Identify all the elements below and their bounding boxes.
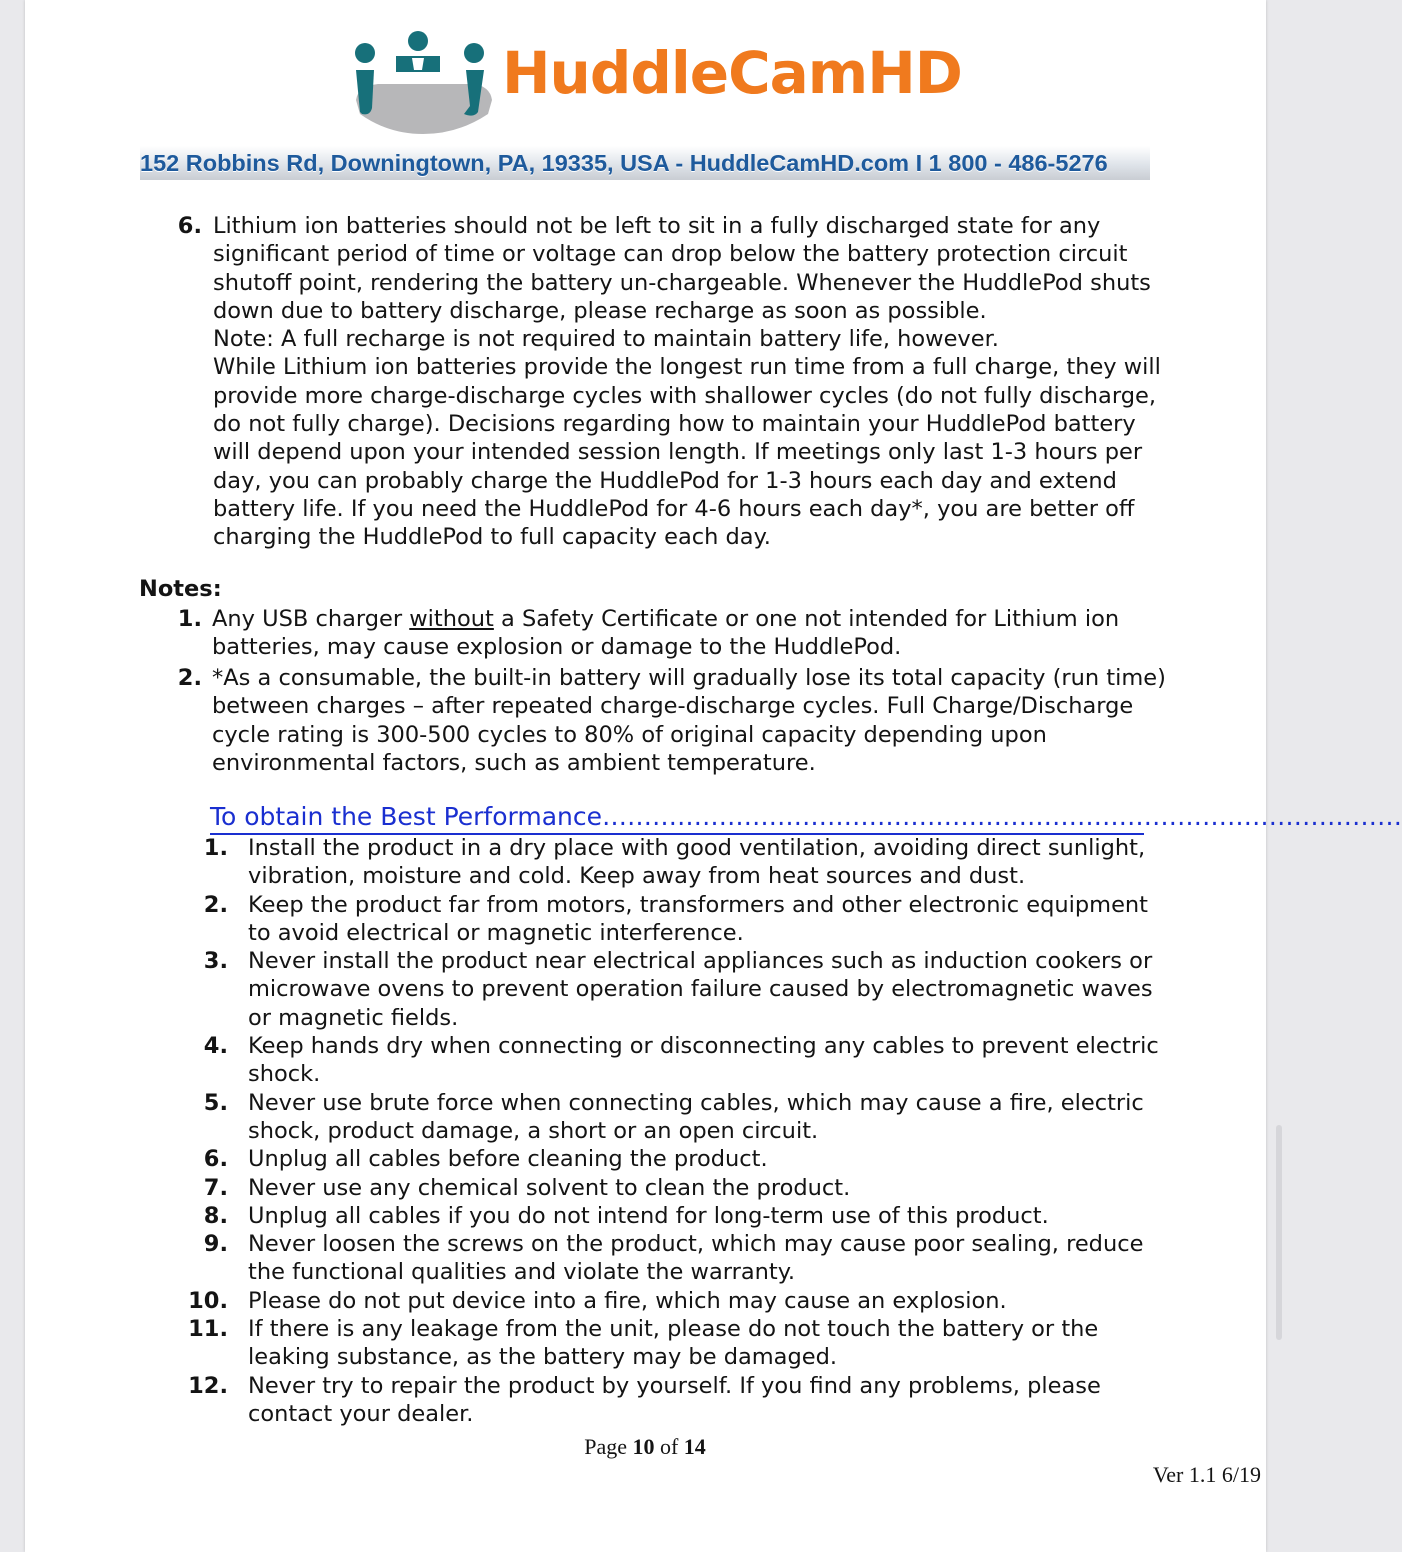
paragraph-line: vibration, moisture and cold. Keep away from heat sources and dust.	[248, 863, 1026, 890]
performance-item	[248, 834, 1145, 891]
note-number: 1.	[177, 606, 202, 632]
paragraph-line: Keep hands dry when connecting or disconnecting any cables to prevent electric	[248, 1033, 1159, 1060]
performance-item	[248, 1089, 1144, 1146]
page-number: Page 10 of 14	[584, 1434, 706, 1459]
paragraph-line: Unplug all cables if you do not intend for long-term use of this product.	[248, 1202, 1049, 1229]
performance-item-number: 3.	[203, 948, 228, 975]
paragraph-line: to avoid electrical or magnetic interference.	[248, 919, 744, 946]
performance-item-number: 8.	[203, 1202, 228, 1229]
performance-item	[248, 1287, 1007, 1315]
performance-item-number: 2.	[203, 891, 228, 918]
paragraph-line: Keep the product far from motors, transformers and other electronic equipment	[248, 891, 1148, 918]
performance-item-number: 12.	[188, 1372, 228, 1399]
paragraph-line: day, you can probably charge the HuddlePod for 1-3 hours each day and extend	[213, 467, 1117, 494]
paragraph-line: Lithium ion batteries should not be left to sit in a fully discharged state for any	[213, 213, 1101, 239]
note-number: 2.	[177, 665, 202, 691]
paragraph-line: significant period of time or voltage can drop below the battery protection circuit	[213, 241, 1128, 268]
paragraph-line: *As a consumable, the built-in battery will gradually lose its total capacity (run time)	[212, 665, 1166, 691]
performance-item	[248, 1315, 1098, 1372]
underlined-word: without	[409, 606, 494, 632]
paragraph-line: or magnetic fields.	[248, 1004, 459, 1031]
performance-item-number: 4.	[203, 1033, 228, 1060]
paragraph-line: battery life. If you need the HuddlePod for 4-6 hours each day*, you are better off	[213, 495, 1135, 522]
performance-item	[248, 1372, 1101, 1429]
paragraph-line: Unplug all cables before cleaning the product.	[248, 1146, 768, 1173]
paragraph-line: down due to battery discharge, please recharge as soon as possible.	[213, 297, 987, 324]
battery-discharge-paragraph	[213, 212, 1161, 552]
paragraph-line: cycle rating is 300-500 cycles to 80% of original capacity depending upon	[212, 721, 1047, 748]
huddlecamhd-logo	[338, 28, 968, 140]
paragraph-line: do not fully charge). Decisions regarding how to maintain your HuddlePod battery	[213, 411, 1136, 438]
paragraph-line: Note: A full recharge is not required to maintain battery life, however.	[213, 326, 999, 353]
scrollbar-thumb[interactable]	[1276, 1125, 1282, 1340]
logo-wordmark: HuddleCamHD	[502, 39, 962, 107]
version-label: Ver 1.1 6/19	[1152, 1462, 1261, 1487]
performance-item	[248, 1230, 1143, 1287]
performance-item-number: 6.	[203, 1146, 228, 1173]
performance-item	[248, 947, 1153, 1032]
paragraph-line: between charges – after repeated charge-discharge cycles. Full Charge/Discharge	[212, 693, 1134, 720]
paragraph-line: Never loosen the screws on the product, which may cause poor sealing, reduce	[248, 1231, 1144, 1258]
paragraph-line: microwave ovens to prevent operation failure caused by electromagnetic waves	[248, 976, 1153, 1003]
paragraph-line: environmental factors, such as ambient temperature.	[212, 749, 816, 776]
paragraph-line: contact your dealer.	[248, 1400, 474, 1427]
paragraph-line: While Lithium ion batteries provide the longest run time from a full charge, they will	[213, 354, 1161, 381]
paragraph-line: If there is any leakage from the unit, please do not touch the battery or the	[248, 1316, 1099, 1343]
paragraph-line: will depend upon your intended session length. If meetings only last 1-3 hours per	[213, 439, 1143, 466]
paragraph-line: Never use brute force when connecting cables, which may cause a fire, electric	[248, 1089, 1144, 1116]
paragraph-line: Install the product in a dry place with good ventilation, avoiding direct sunlight,	[248, 835, 1146, 861]
paragraph-line: shutoff point, rendering the battery un-chargeable. Whenever the HuddlePod shuts	[213, 269, 1151, 296]
best-performance-link[interactable]: To obtain the Best Performance……………………………………………………………………………………	[210, 801, 1144, 835]
performance-item-number: 7.	[203, 1174, 228, 1201]
paragraph-line: Never install the product near electrical appliances such as induction cookers or	[248, 948, 1153, 975]
logo-people-icon	[338, 28, 508, 140]
performance-item-number: 10.	[188, 1287, 228, 1314]
performance-item-number: 11.	[188, 1316, 228, 1343]
paragraph-line: the functional qualities and violate the warranty.	[248, 1259, 795, 1286]
paragraph-line: batteries, may cause explosion or damage to the HuddlePod.	[212, 634, 902, 661]
item-number: 6.	[177, 213, 202, 239]
paragraph-line: leaking substance, as the battery may be damaged.	[248, 1344, 838, 1371]
paragraph-line: Never try to repair the product by yourself. If you find any problems, please	[248, 1372, 1101, 1399]
paragraph-line: shock.	[248, 1061, 321, 1088]
performance-item	[248, 891, 1148, 948]
performance-item-number: 1.	[203, 835, 228, 861]
paragraph-line: charging the HuddlePod to full capacity each day.	[213, 524, 771, 551]
paragraph-line: Please do not put device into a fire, which may cause an explosion.	[248, 1287, 1007, 1314]
performance-item	[248, 1202, 1049, 1230]
paragraph-line: Never use any chemical solvent to clean the product.	[248, 1174, 851, 1201]
performance-item	[248, 1145, 768, 1173]
paragraph-line: Any USB charger without a Safety Certificate or one not intended for Lithium ion	[212, 606, 1120, 632]
performance-item-number: 9.	[203, 1231, 228, 1258]
company-address-banner: 152 Robbins Rd, Downingtown, PA, 19335, USA - HuddleCamHD.com I 1 800 - 486-5276	[140, 146, 1150, 180]
paragraph-line: provide more charge-discharge cycles with shallower cycles (do not fully discharge,	[213, 382, 1156, 409]
notes-heading: Notes:	[139, 576, 222, 602]
performance-item-number: 5.	[203, 1089, 228, 1116]
paragraph-line: shock, product damage, a short or an open circuit.	[248, 1117, 819, 1144]
note-item	[212, 605, 1119, 662]
note-item	[212, 664, 1166, 777]
performance-item	[248, 1174, 850, 1202]
performance-item	[248, 1032, 1159, 1089]
